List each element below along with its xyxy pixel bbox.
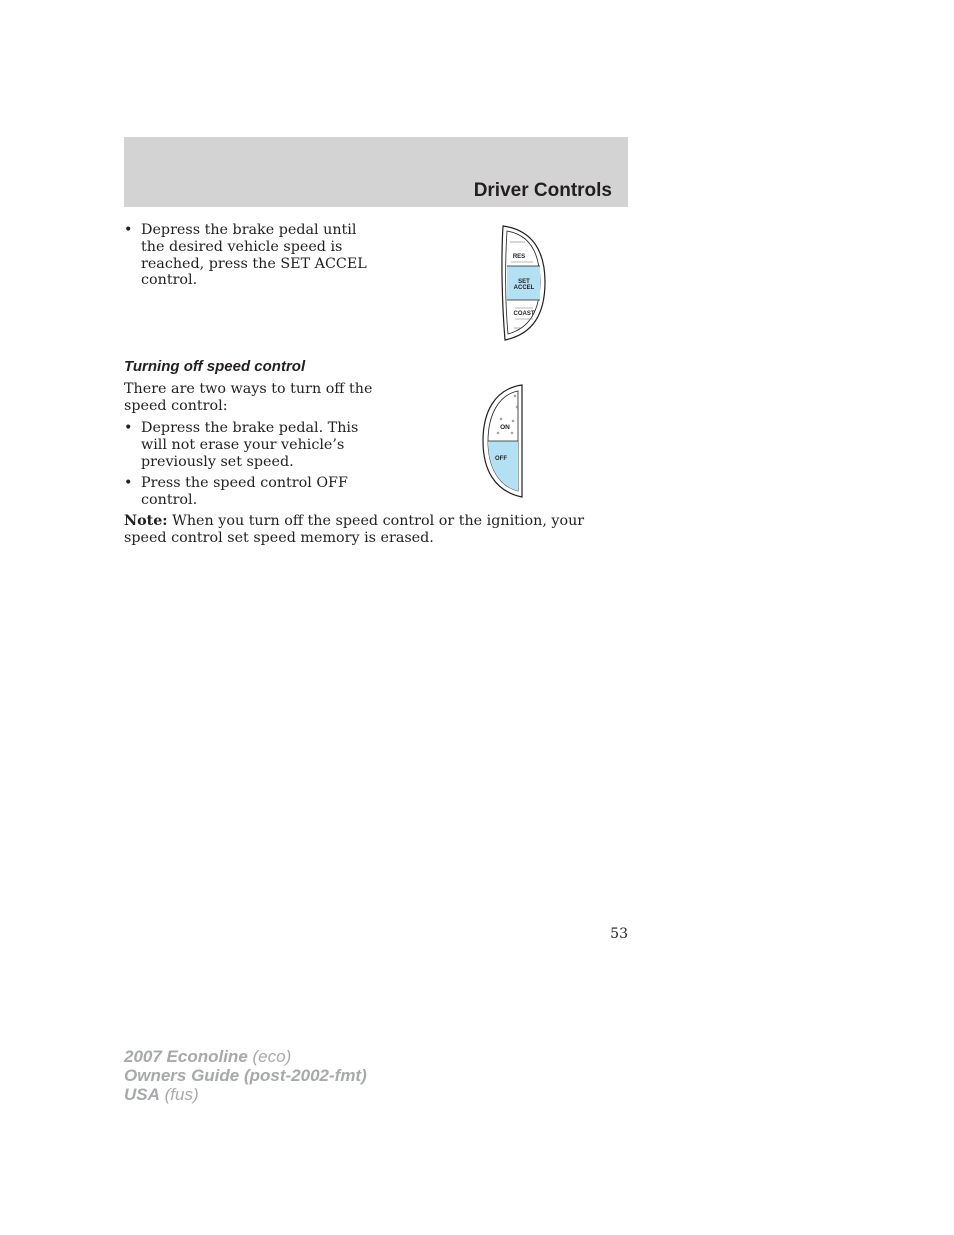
bullet-marker: • bbox=[124, 420, 133, 436]
set-label: SET bbox=[518, 279, 530, 285]
bullet-marker: • bbox=[124, 222, 133, 238]
res-label: RES bbox=[512, 254, 526, 260]
list-item bbox=[124, 475, 384, 509]
bullet-marker: • bbox=[124, 475, 133, 491]
note-text: When you turn off the speed control or the ignition, your speed control set speed memory is erased. bbox=[124, 513, 585, 546]
off-label: OFF bbox=[495, 456, 507, 462]
list-item bbox=[124, 420, 384, 470]
footer-model: 2007 Econoline bbox=[124, 1047, 248, 1066]
bullet-text: Depress the brake pedal until the desired vehicle speed is reached, press the SET ACCEL control. bbox=[141, 222, 367, 289]
footer-model-code: (eco) bbox=[247, 1047, 292, 1066]
section-header-band bbox=[124, 137, 628, 207]
on-label: ON bbox=[500, 424, 510, 431]
speed-control-on-off-figure bbox=[480, 383, 528, 499]
document-footer bbox=[124, 1047, 367, 1104]
coast-label: COAST bbox=[513, 311, 535, 317]
section-title: Driver Controls bbox=[473, 180, 612, 201]
page-number: 53 bbox=[610, 926, 628, 942]
note-label: Note: bbox=[124, 513, 168, 529]
speed-control-set-accel-figure bbox=[497, 224, 549, 342]
bullet-text: Depress the brake pedal. This will not erase your vehicle’s previously set speed. bbox=[141, 420, 359, 470]
subheading: Turning off speed control bbox=[124, 358, 306, 375]
note-paragraph bbox=[124, 513, 628, 547]
bullet-text: Press the speed control OFF control. bbox=[141, 475, 348, 508]
footer-market-code: (fus) bbox=[159, 1085, 199, 1104]
footer-guide: Owners Guide (post-2002-fmt) bbox=[124, 1066, 367, 1085]
accel-label: ACCEL bbox=[513, 285, 535, 291]
paragraph: There are two ways to turn off the speed control: bbox=[124, 381, 373, 414]
list-item bbox=[124, 222, 384, 289]
footer-market: USA bbox=[124, 1085, 160, 1104]
